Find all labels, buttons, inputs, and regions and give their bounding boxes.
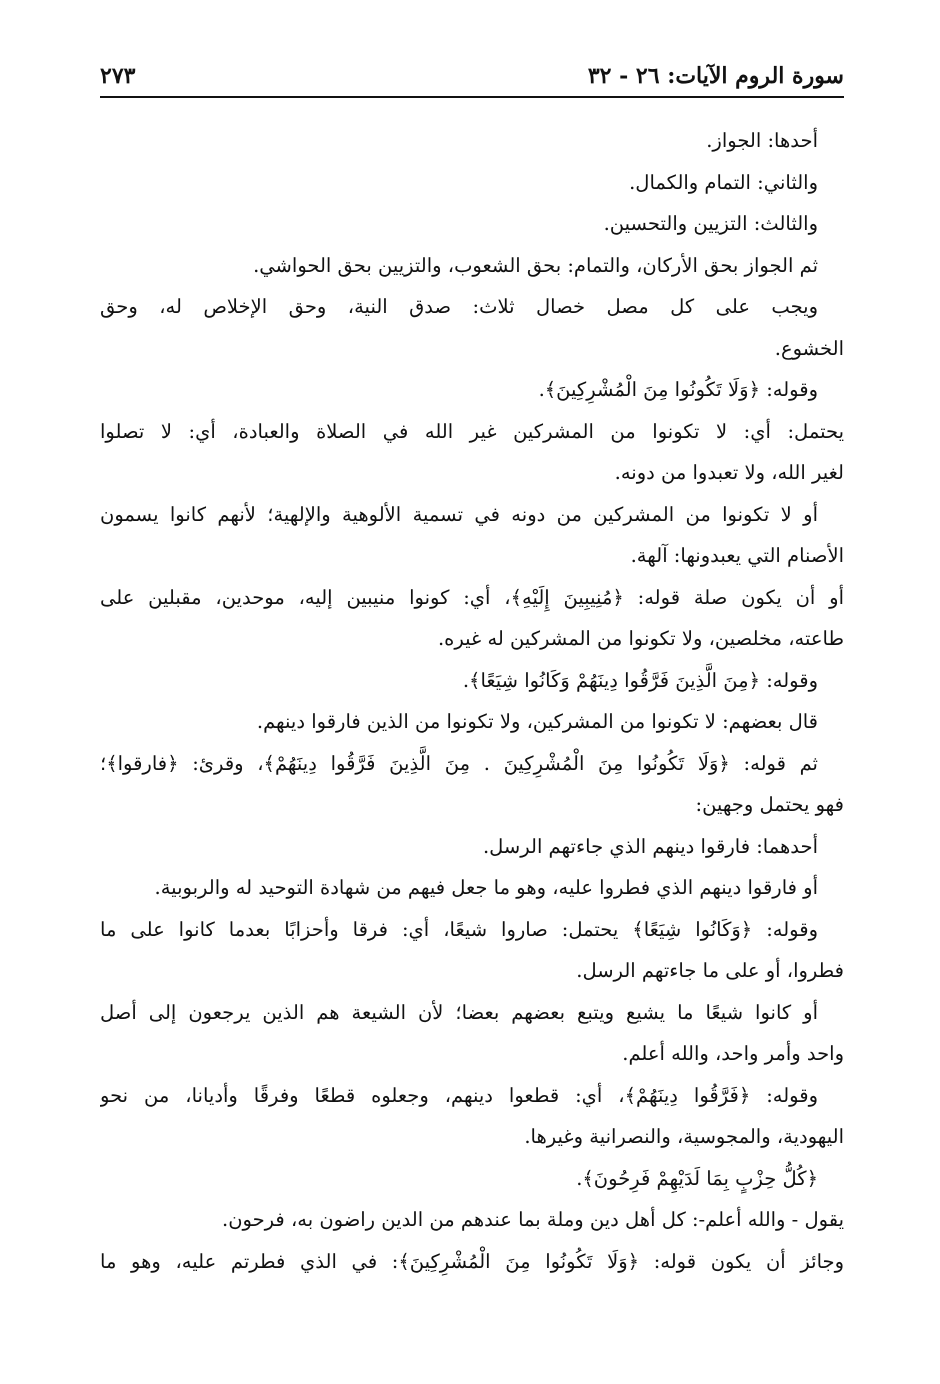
text-line: وقوله: ﴿وَلَا تَكُونُوا مِنَ الْمُشْرِكِينَ﴾. xyxy=(538,378,818,401)
page-body xyxy=(100,120,844,1282)
text-line: يحتمل: أي: لا تكونوا من المشركين غير الله في الصلاة والعبادة، أي: لا تصلوا xyxy=(100,419,844,443)
text-line: أو فارقوا دينهم الذي فطروا عليه، وهو ما جعل فيهم من شهادة التوحيد له والربوبية. xyxy=(154,876,818,899)
header-divider xyxy=(100,96,844,98)
text-line: ثم قوله: ﴿وَلَا تَكُونُوا مِنَ الْمُشْرِكِينَ . مِنَ الَّذِينَ فَرَّقُوا دِينَهُمْ﴾، وقرئ: ﴿فارقوا﴾؛ xyxy=(100,751,818,775)
text-line: أحدها: الجواز. xyxy=(706,129,818,152)
text-line: ﴿كُلُّ حِزْبٍ بِمَا لَدَيْهِمْ فَرِحُونَ﴾. xyxy=(576,1166,818,1190)
text-line: قال بعضهم: لا تكونوا من المشركين، ولا تكونوا من الذين فارقوا دينهم. xyxy=(256,710,818,733)
text-line: وقوله: ﴿مِنَ الَّذِينَ فَرَّقُوا دِينَهُمْ وَكَانُوا شِيَعًا﴾. xyxy=(462,668,818,692)
text-line: ثم الجواز بحق الأركان، والتمام: بحق الشعوب، والتزيين بحق الحواشي. xyxy=(253,253,818,277)
text-line: فطروا، أو على ما جاءتهم الرسل. xyxy=(576,959,844,982)
page-number: ٢٧٣ xyxy=(100,63,136,89)
text-line: أحدهما: فارقوا دينهم الذي جاءتهم الرسل. xyxy=(482,834,818,858)
text-line: وقوله: ﴿فَرَّقُوا دِينَهُمْ﴾، أي: قطعوا دينهم، وجعلوه قطعًا وفرقًا وأديانا، من نحو xyxy=(100,1083,818,1107)
running-title: سورة الروم الآيات: ٢٦ - ٣٢ xyxy=(587,63,844,89)
text-line: ويجب على كل مصل خصال ثلاث: صدق النية، وحق الإخلاص له، وحق xyxy=(100,295,818,318)
text-line: لغير الله، ولا تعبدوا من دونه. xyxy=(614,461,844,484)
text-line: واحد وأمر واحد، والله أعلم. xyxy=(622,1042,844,1065)
text-line: يقول - والله أعلم-: كل أهل دين وملة بما عندهم من الدين راضون به، فرحون. xyxy=(222,1208,844,1231)
text-line: والثاني: التمام والكمال. xyxy=(629,170,818,194)
text-line: فهو يحتمل وجهين: xyxy=(695,793,844,816)
page-header xyxy=(100,58,844,94)
text-line: طاعته، مخلصين، ولا تكونوا من المشركين له غيره. xyxy=(437,627,844,650)
text-line: أو كانوا شيعًا ما يشيع ويتبع بعضهم بعضا؛ لأن الشيعة هم الذين يرجعون إلى أصل xyxy=(100,1000,818,1024)
text-line: الأصنام التي يعبدونها: آلهة. xyxy=(630,544,844,567)
text-line: وجائز أن يكون قوله: ﴿وَلَا تَكُونُوا مِنَ الْمُشْرِكِينَ﴾: في الذي فطرتم عليه، وهو ما xyxy=(100,1249,844,1273)
text-line: أو أن يكون صلة قوله: ﴿مُنِيبِينَ إِلَيْهِ﴾، أي: كونوا منيبين إليه، موحدين، مقبلين على xyxy=(100,585,844,609)
text-line: والثالث: التزيين والتحسين. xyxy=(603,212,818,235)
text-line: اليهودية، والمجوسية، والنصرانية وغيرها. xyxy=(524,1125,844,1148)
text-line: أو لا تكونوا من المشركين من دونه في تسمية الألوهية والإلهية؛ لأنهم كانوا يسمون xyxy=(100,502,818,526)
text-line: الخشوع. xyxy=(774,336,844,360)
text-line: وقوله: ﴿وَكَانُوا شِيَعًا﴾ يحتمل: صاروا شيعًا، أي: فرقا وأحزابًا بعدما كانوا على ما xyxy=(100,917,818,941)
